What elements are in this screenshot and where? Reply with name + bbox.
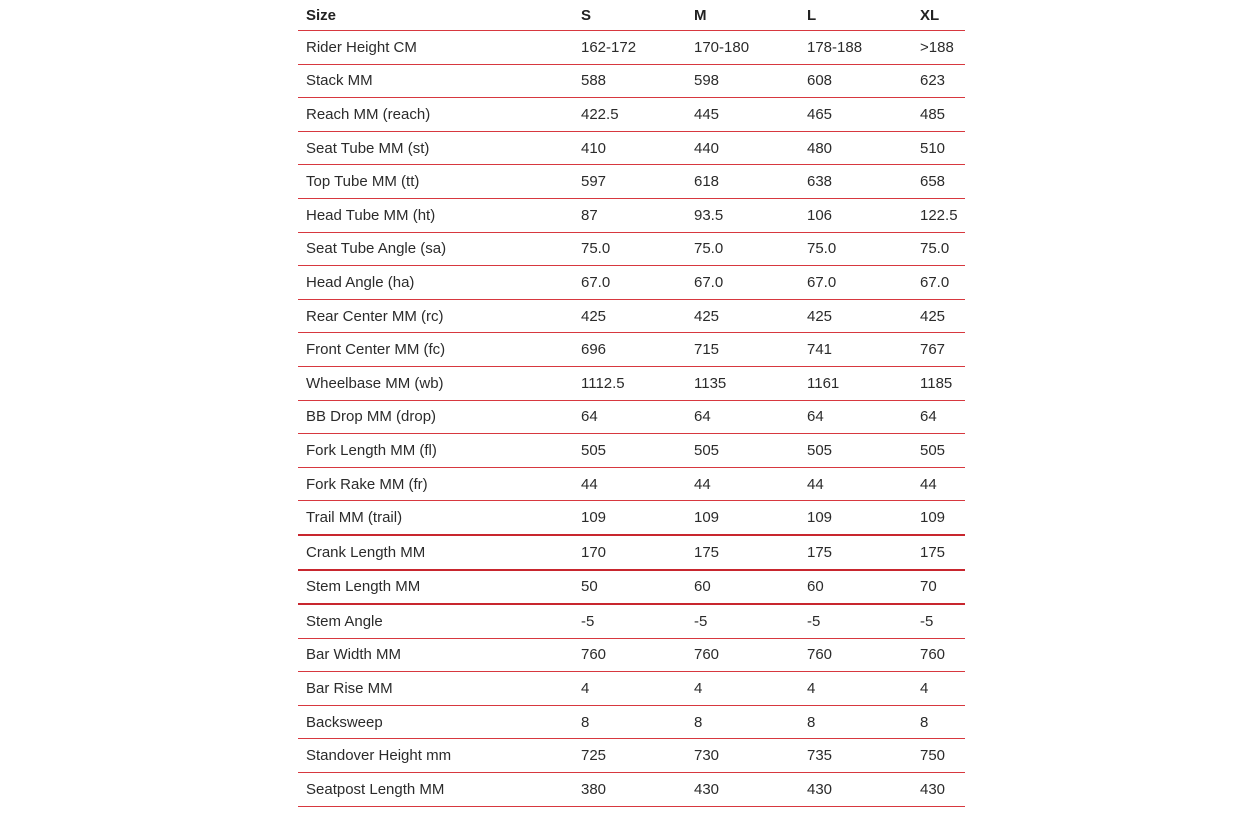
row-value: 67.0	[694, 273, 724, 291]
row-label: Top Tube MM (tt)	[306, 173, 420, 191]
row-value: 380	[581, 780, 607, 798]
table-row	[298, 739, 965, 773]
row-label: Stem Length MM	[306, 578, 421, 596]
row-value: -5	[807, 612, 821, 630]
row-value: 430	[807, 780, 833, 798]
row-value: 425	[694, 307, 720, 325]
row-value: 75.0	[581, 240, 611, 258]
row-value: -5	[581, 612, 595, 630]
row-value: 70	[920, 578, 937, 596]
table-row	[298, 536, 965, 571]
row-value: 60	[694, 578, 711, 596]
row-value: 106	[807, 206, 833, 224]
row-value: -5	[694, 612, 708, 630]
table-body	[298, 31, 965, 807]
row-value: 505	[920, 441, 946, 459]
row-value: 658	[920, 173, 946, 191]
row-value: 750	[920, 747, 946, 765]
row-label: Reach MM (reach)	[306, 105, 431, 123]
row-value: 608	[807, 72, 833, 90]
row-value: 505	[694, 441, 720, 459]
table-row	[298, 501, 965, 536]
row-value: 170-180	[694, 38, 750, 56]
row-value: 44	[920, 475, 937, 493]
table-row	[298, 266, 965, 300]
row-value: 597	[581, 173, 607, 191]
row-label: Seat Tube MM (st)	[306, 139, 430, 157]
row-value: 4	[920, 680, 929, 698]
table-row	[298, 571, 965, 606]
row-label: Standover Height mm	[306, 747, 452, 765]
row-value: 44	[581, 475, 598, 493]
header-cell-l: L	[807, 6, 817, 24]
row-value: 425	[920, 307, 946, 325]
table-row	[298, 165, 965, 199]
row-value: 485	[920, 105, 946, 123]
row-label: Wheelbase MM (wb)	[306, 374, 444, 392]
row-value: 735	[807, 747, 833, 765]
row-label: Trail MM (trail)	[306, 509, 403, 527]
row-value: 93.5	[694, 206, 724, 224]
row-value: 425	[581, 307, 607, 325]
row-label: Bar Rise MM	[306, 680, 393, 698]
row-value: 67.0	[807, 273, 837, 291]
row-value: 60	[807, 578, 824, 596]
table-row	[298, 199, 965, 233]
table-row	[298, 773, 965, 807]
row-value: 109	[920, 509, 946, 527]
row-label: Head Tube MM (ht)	[306, 206, 436, 224]
row-value: 1135	[694, 374, 727, 392]
table-row	[298, 367, 965, 401]
table-row	[298, 401, 965, 435]
header-cell-m: M	[694, 6, 707, 24]
row-label: Bar Width MM	[306, 646, 402, 664]
table-row	[298, 65, 965, 99]
row-value: 410	[581, 139, 607, 157]
row-value: 618	[694, 173, 720, 191]
row-value: 64	[920, 408, 937, 426]
header-cell-s: S	[581, 6, 592, 24]
row-value: 122.5	[920, 206, 958, 224]
table-row	[298, 672, 965, 706]
row-value: 623	[920, 72, 946, 90]
row-value: 440	[694, 139, 720, 157]
row-value: 1112.5	[581, 374, 625, 392]
row-value: 430	[694, 780, 720, 798]
table-row	[298, 639, 965, 673]
row-label: Stack MM	[306, 72, 373, 90]
row-label: Rear Center MM (rc)	[306, 307, 444, 325]
row-value: 67.0	[920, 273, 950, 291]
row-label: Crank Length MM	[306, 543, 426, 561]
row-value: 44	[694, 475, 711, 493]
row-value: 760	[581, 646, 607, 664]
row-value: 696	[581, 341, 607, 359]
row-value: 175	[807, 543, 833, 561]
row-value: 8	[807, 713, 816, 731]
row-value: 8	[920, 713, 929, 731]
row-label: Seat Tube Angle (sa)	[306, 240, 447, 258]
row-value: 741	[807, 341, 833, 359]
row-value: 588	[581, 72, 607, 90]
row-value: 50	[581, 578, 598, 596]
row-value: 64	[581, 408, 598, 426]
row-value: 109	[581, 509, 607, 527]
row-value: 760	[694, 646, 720, 664]
row-value: 175	[694, 543, 720, 561]
row-label: BB Drop MM (drop)	[306, 408, 437, 426]
geometry-table	[298, 0, 965, 807]
header-cell-size: Size	[306, 6, 337, 24]
table-row	[298, 31, 965, 65]
table-row	[298, 132, 965, 166]
row-value: 67.0	[581, 273, 611, 291]
header-cell-xl: XL	[920, 6, 940, 24]
table-row	[298, 333, 965, 367]
row-value: 109	[807, 509, 833, 527]
row-value: 730	[694, 747, 720, 765]
row-value: 178-188	[807, 38, 863, 56]
row-value: 422.5	[581, 105, 619, 123]
row-value: 4	[581, 680, 590, 698]
row-value: 638	[807, 173, 833, 191]
row-label: Fork Length MM (fl)	[306, 441, 437, 459]
row-value: 425	[807, 307, 833, 325]
row-value: -5	[920, 612, 934, 630]
row-value: 430	[920, 780, 946, 798]
row-value: 87	[581, 206, 598, 224]
row-value: 75.0	[920, 240, 950, 258]
row-value: 75.0	[807, 240, 837, 258]
row-value: 64	[807, 408, 824, 426]
row-value: 598	[694, 72, 720, 90]
row-value: 1185	[920, 374, 953, 392]
row-value: 505	[807, 441, 833, 459]
table-row	[298, 434, 965, 468]
row-value: 8	[694, 713, 703, 731]
table-row	[298, 300, 965, 334]
row-value: 4	[807, 680, 816, 698]
row-value: 767	[920, 341, 946, 359]
row-value: 715	[694, 341, 720, 359]
row-label: Front Center MM (fc)	[306, 341, 446, 359]
row-value: 465	[807, 105, 833, 123]
row-label: Backsweep	[306, 713, 383, 731]
row-value: 760	[807, 646, 833, 664]
row-value: 445	[694, 105, 720, 123]
row-value: 109	[694, 509, 720, 527]
row-value: 175	[920, 543, 946, 561]
table-row	[298, 233, 965, 267]
row-label: Stem Angle	[306, 612, 383, 630]
row-value: 4	[694, 680, 703, 698]
row-value: >188	[920, 38, 954, 56]
row-value: 170	[581, 543, 607, 561]
table-row	[298, 98, 965, 132]
table-row	[298, 706, 965, 740]
row-value: 64	[694, 408, 711, 426]
row-value: 44	[807, 475, 824, 493]
row-value: 725	[581, 747, 607, 765]
row-value: 480	[807, 139, 833, 157]
row-value: 8	[581, 713, 590, 731]
row-label: Fork Rake MM (fr)	[306, 475, 428, 493]
table-row	[298, 605, 965, 639]
row-label: Rider Height CM	[306, 38, 417, 56]
row-value: 505	[581, 441, 607, 459]
row-value: 75.0	[694, 240, 724, 258]
table-header-row	[298, 0, 965, 31]
row-value: 760	[920, 646, 946, 664]
table-row	[298, 468, 965, 502]
row-label: Head Angle (ha)	[306, 273, 415, 291]
row-value: 1161	[807, 374, 840, 392]
row-value: 510	[920, 139, 946, 157]
row-label: Seatpost Length MM	[306, 780, 445, 798]
row-value: 162-172	[581, 38, 637, 56]
